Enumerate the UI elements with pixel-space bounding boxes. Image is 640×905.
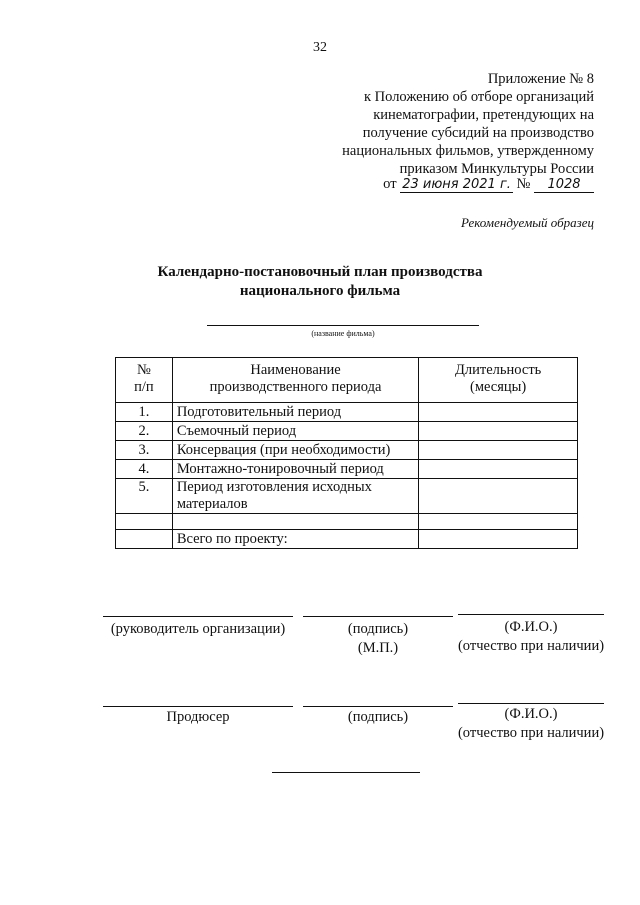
appendix-line: кинематографии, претендующих на xyxy=(373,107,594,123)
table-header-row xyxy=(116,358,578,403)
producer-fio-caption: (Ф.И.О.) (отчество при наличии) xyxy=(457,706,605,741)
page-number: 32 xyxy=(313,40,327,55)
header-number: № п/п xyxy=(116,358,173,403)
empty-cell xyxy=(116,514,173,530)
table-row xyxy=(116,403,578,422)
manager-fio-line xyxy=(458,614,604,615)
row-number: 3. xyxy=(116,441,173,460)
stamp-caption: (М.П.) xyxy=(357,640,399,656)
row-duration xyxy=(419,479,578,514)
table-row xyxy=(116,441,578,460)
row-number: 4. xyxy=(116,460,173,479)
producer-position-caption: Продюсер xyxy=(166,709,230,725)
table-total-row xyxy=(116,530,578,549)
row-number: 5. xyxy=(116,479,173,514)
recommended-sample-note: Рекомендуемый образец xyxy=(460,215,594,230)
producer-signature-line xyxy=(303,706,453,707)
producer-position-line xyxy=(103,706,293,707)
row-number: 2. xyxy=(116,422,173,441)
manager-signature-caption: (подпись) (М.П.) xyxy=(303,620,453,658)
row-duration xyxy=(419,460,578,479)
row-period-name: Монтажно-тонировочный период xyxy=(172,460,418,479)
manager-signature-line xyxy=(303,616,453,617)
appendix-line: Приложение № 8 xyxy=(487,71,594,87)
order-reference xyxy=(383,176,594,193)
total-duration xyxy=(419,530,578,549)
film-name-field-line xyxy=(207,325,479,326)
row-period-name: Период изготовления исходных материалов xyxy=(172,479,418,514)
appendix-line: приказом Минкультуры России xyxy=(399,161,594,177)
document-title xyxy=(0,263,640,301)
total-label: Всего по проекту: xyxy=(172,530,418,549)
film-name-caption: (название фильма) xyxy=(311,329,375,338)
row-duration xyxy=(419,422,578,441)
bottom-line xyxy=(272,772,420,773)
header-duration: Длительность (месяцы) xyxy=(419,358,578,403)
producer-signature-caption: (подпись) xyxy=(347,709,409,725)
row-period-name: Подготовительный период xyxy=(172,403,418,422)
title-line: Календарно-постановочный план производства xyxy=(157,264,483,280)
row-duration xyxy=(419,441,578,460)
appendix-line: национальных фильмов, утвержденному xyxy=(342,143,594,159)
title-line: национального фильма xyxy=(239,283,401,299)
table-row xyxy=(116,460,578,479)
row-number: 1. xyxy=(116,403,173,422)
table-row xyxy=(116,422,578,441)
table-row-empty xyxy=(116,514,578,530)
header-period-name: Наименование производственного периода xyxy=(172,358,418,403)
table-row xyxy=(116,479,578,514)
order-number-handwritten: 1028 xyxy=(534,177,594,193)
order-from-label: от xyxy=(383,176,397,192)
production-plan-table xyxy=(115,357,578,549)
manager-fio-caption: (Ф.И.О.) (отчество при наличии) xyxy=(457,619,605,654)
appendix-line: к Положению об отборе организаций xyxy=(364,89,594,105)
row-period-name: Консервация (при необходимости) xyxy=(172,441,418,460)
row-duration xyxy=(419,403,578,422)
empty-cell xyxy=(419,514,578,530)
manager-position-caption: (руководитель организации) xyxy=(110,621,286,637)
empty-cell xyxy=(172,514,418,530)
order-date-handwritten: 23 июня 2021 г. xyxy=(402,177,511,192)
row-period-name: Съемочный период xyxy=(172,422,418,441)
appendix-header xyxy=(294,70,594,178)
producer-fio-line xyxy=(458,703,604,704)
appendix-line: получение субсидий на производство xyxy=(362,125,594,141)
manager-position-line xyxy=(103,616,293,617)
empty-cell xyxy=(116,530,173,549)
order-number-label: № xyxy=(516,176,531,192)
